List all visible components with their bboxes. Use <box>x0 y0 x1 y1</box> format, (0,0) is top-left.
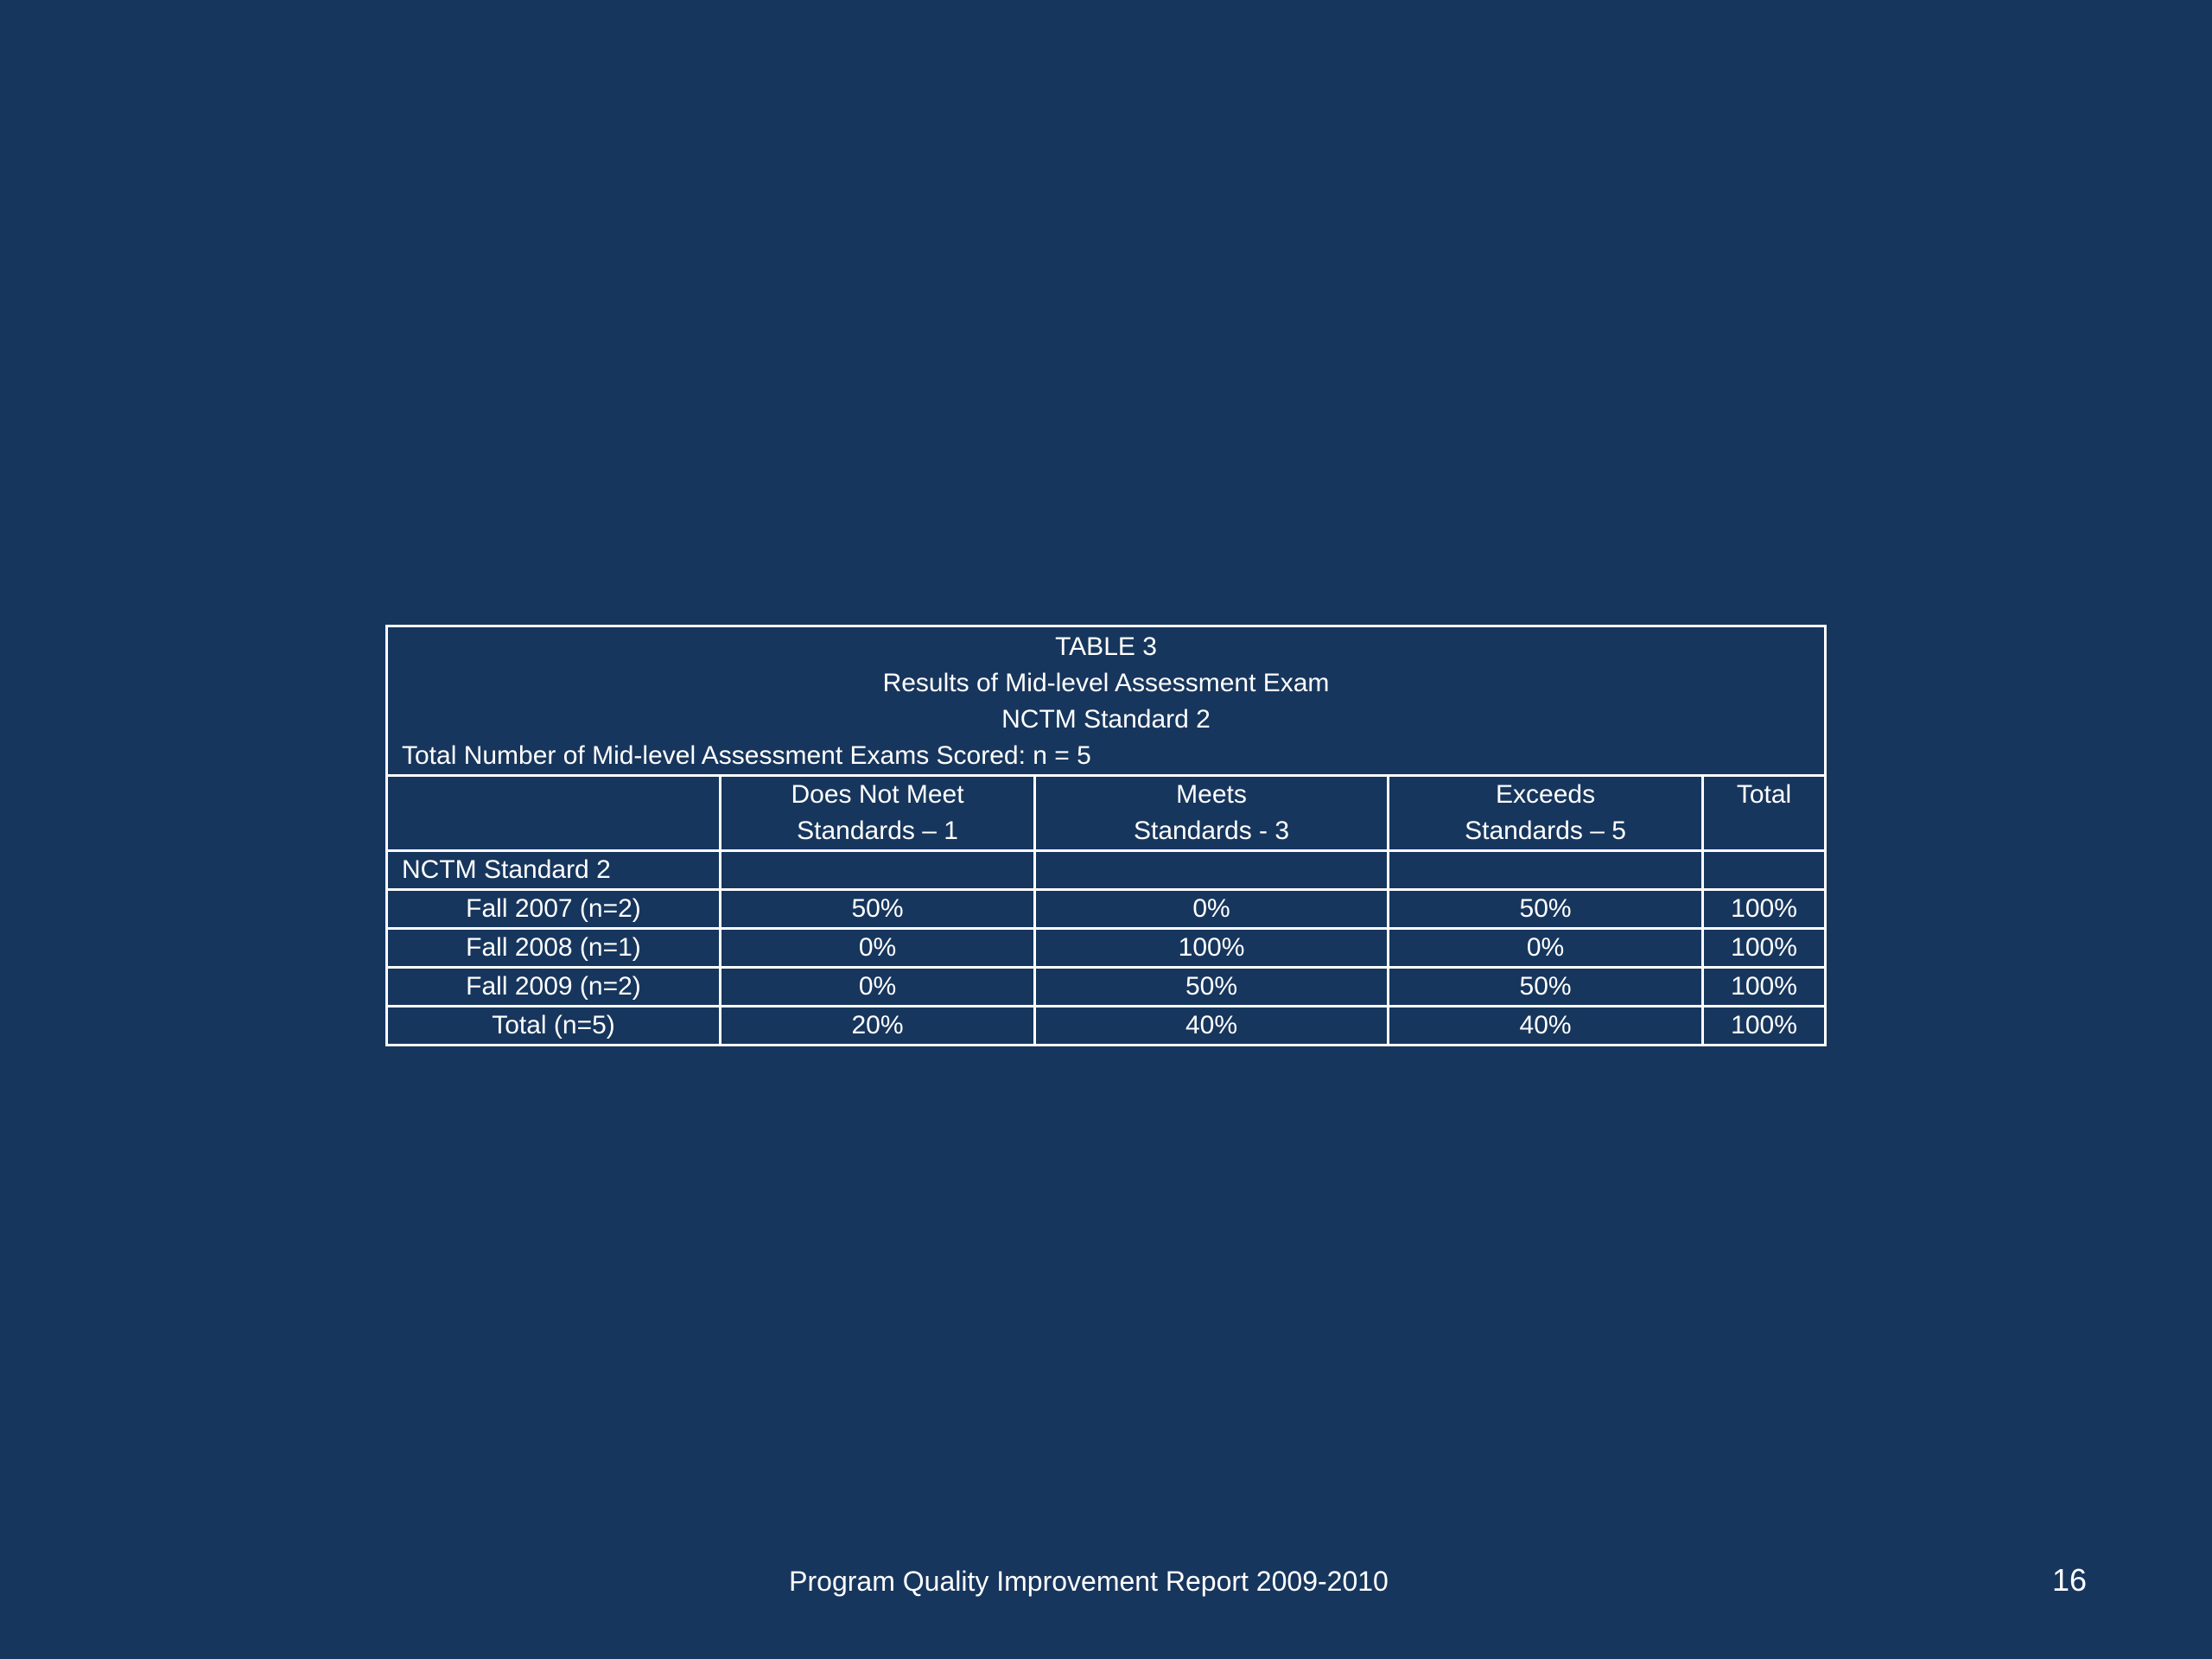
row-label: Fall 2007 (n=2) <box>387 890 721 929</box>
section-empty-cell <box>1703 851 1826 890</box>
header-does-not-meet <box>720 776 1034 851</box>
section-label: NCTM Standard 2 <box>387 851 721 890</box>
cell-total: 100% <box>1703 890 1826 929</box>
section-row <box>387 851 1826 890</box>
cell-exceeds: 50% <box>1389 968 1703 1007</box>
section-empty-cell <box>720 851 1034 890</box>
cell-total: 100% <box>1703 929 1826 968</box>
results-table-container <box>385 625 1827 1046</box>
cell-total: 100% <box>1703 1007 1826 1046</box>
row-label: Fall 2008 (n=1) <box>387 929 721 968</box>
header-exceeds-line2: Standards – 5 <box>1465 817 1626 845</box>
table-caption <box>387 626 1826 776</box>
table-row <box>387 968 1826 1007</box>
cell-does-not-meet: 20% <box>720 1007 1034 1046</box>
table-row <box>387 929 1826 968</box>
table-subtitle: NCTM Standard 2 <box>1001 705 1211 734</box>
cell-does-not-meet: 0% <box>720 968 1034 1007</box>
slide-footer: Program Quality Improvement Report 2009-2010 <box>789 1566 1389 1597</box>
cell-meets: 50% <box>1035 968 1389 1007</box>
header-meets-line2: Standards - 3 <box>1133 817 1290 845</box>
cell-total: 100% <box>1703 968 1826 1007</box>
cell-meets: 40% <box>1035 1007 1389 1046</box>
section-empty-cell <box>1389 851 1703 890</box>
cell-does-not-meet: 0% <box>720 929 1034 968</box>
table-caption-row <box>387 626 1826 776</box>
header-does-not-meet-line2: Standards – 1 <box>797 817 958 845</box>
header-exceeds <box>1389 776 1703 851</box>
cell-meets: 100% <box>1035 929 1389 968</box>
row-label: Fall 2009 (n=2) <box>387 968 721 1007</box>
header-empty-cell <box>387 776 721 851</box>
cell-exceeds: 50% <box>1389 890 1703 929</box>
cell-exceeds: 40% <box>1389 1007 1703 1046</box>
table-number: TABLE 3 <box>1055 632 1157 661</box>
cell-meets: 0% <box>1035 890 1389 929</box>
row-label: Total (n=5) <box>387 1007 721 1046</box>
header-meets-line1: Meets <box>1176 780 1247 809</box>
header-exceeds-line1: Exceeds <box>1496 780 1596 809</box>
cell-exceeds: 0% <box>1389 929 1703 968</box>
results-table <box>385 625 1827 1046</box>
table-row <box>387 890 1826 929</box>
section-empty-cell <box>1035 851 1389 890</box>
table-title: Results of Mid-level Assessment Exam <box>882 669 1330 697</box>
table-total-row <box>387 1007 1826 1046</box>
header-does-not-meet-line1: Does Not Meet <box>791 780 964 809</box>
header-meets <box>1035 776 1389 851</box>
table-header-row <box>387 776 1826 851</box>
page-number: 16 <box>2051 1562 2088 1598</box>
header-total: Total <box>1703 776 1826 851</box>
cell-does-not-meet: 50% <box>720 890 1034 929</box>
table-total-count: Total Number of Mid-level Assessment Exams Scored: n = 5 <box>402 741 1091 770</box>
